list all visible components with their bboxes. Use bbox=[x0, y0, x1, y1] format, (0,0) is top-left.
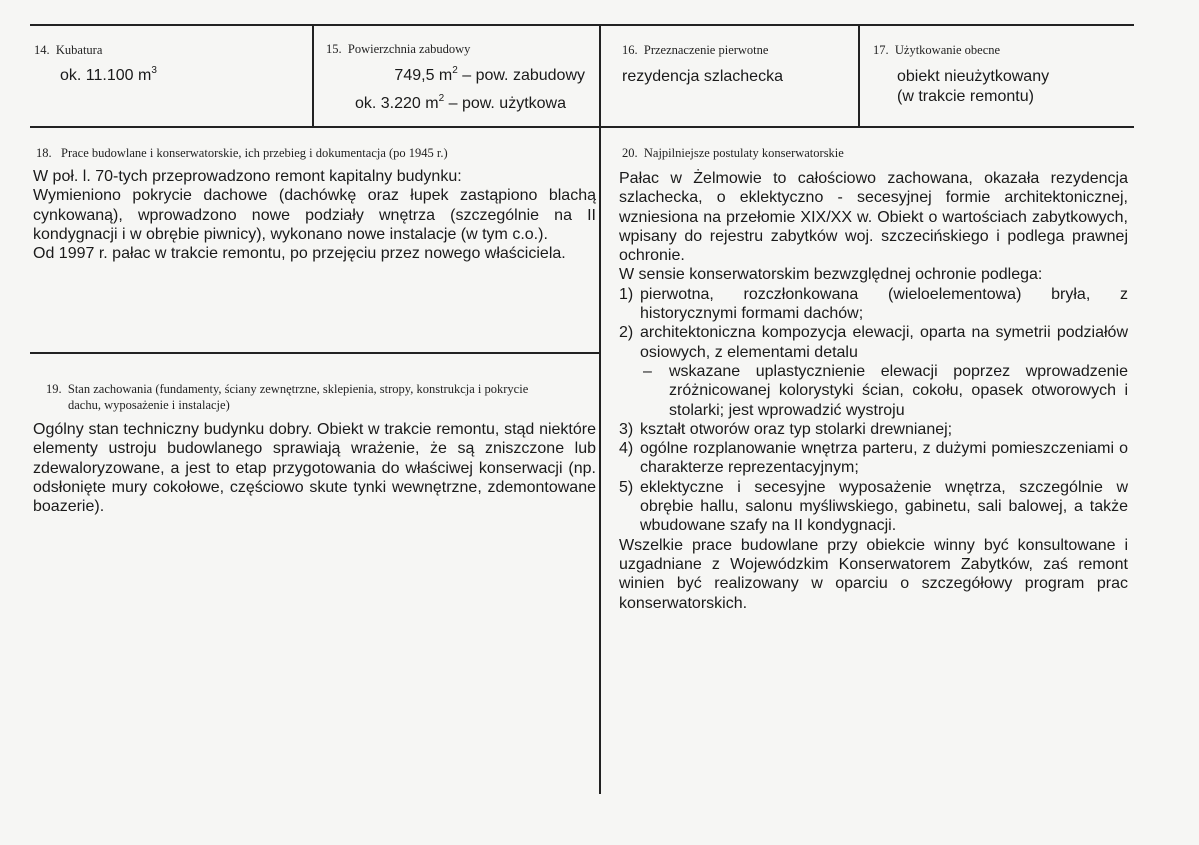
field-20-label bbox=[622, 146, 844, 161]
field-14-number: 14. bbox=[34, 43, 50, 57]
field-20-number: 20. bbox=[622, 146, 638, 160]
field-17-number: 17. bbox=[873, 43, 889, 57]
field-17-label bbox=[873, 43, 1000, 58]
field-15-title: Powierzchnia zabudowy bbox=[347, 42, 471, 56]
field-16-value: rezydencja szlachecka bbox=[622, 68, 783, 85]
field-20-title: Najpilniejsze postulaty konserwatorskie bbox=[643, 146, 844, 160]
list-item: 2) architektoniczna kompozycja elewacji, oparta na symetrii podziałów osiowych, z elementami detalu bbox=[619, 324, 1128, 361]
list-subitem: – wskazane uplastycznienie elewacji poprzez wprowadzenie zróżnicowanej kolorystyki ścian, cokołu, opasek otworowych i stolarki; jest wprowadzić wystroju bbox=[643, 362, 1128, 419]
divider-2 bbox=[599, 24, 601, 794]
field-20-protection: W sensie konserwatorskim bezwzględnej ochronie podlega: bbox=[619, 266, 1043, 284]
field-19-text: Ogólny stan techniczny budynku dobry. Obiekt w trakcie remontu, stąd niektóre elementy ustroju budowlanego sprawiają wrażenie, że są zniszczone lub zdewaloryzowane, a jest to etap przygotowania do właściwej konserwacji (np. odsłonięte mury cokołowe, częściowo skute tynki wewnętrzne, zdemontowane boazerie). bbox=[33, 421, 596, 516]
field-17-value-2: (w trakcie remontu) bbox=[897, 88, 1034, 105]
field-16-number: 16. bbox=[622, 43, 638, 57]
field-18-title: Prace budowlane i konserwatorskie, ich przebieg i dokumentacja (po 1945 r.) bbox=[61, 146, 448, 160]
field-15-number: 15. bbox=[326, 42, 342, 56]
field-16-label bbox=[622, 43, 768, 58]
field-20-intro: Pałac w Żelmowie to całościowo zachowana, okazała rezydencja szlachecka, o eklektyczno - secesyjnej formie architektonicznej, wzniesiona na przełomie XIX/XX w. Obiekt o wartościach zabytkowych, wpisany do rejestru zabytków woj. szczecińskiego i podlega prawnej ochronie. bbox=[619, 170, 1128, 265]
field-19-label bbox=[46, 381, 528, 413]
field-18-paragraph-1: W poł. l. 70-tych przeprowadzono remont kapitalny budynku: bbox=[33, 168, 462, 185]
field-20-text bbox=[619, 169, 1128, 613]
field-14-label bbox=[34, 43, 102, 58]
field-17-title: Użytkowanie obecne bbox=[894, 43, 1001, 57]
list-item: 1) pierwotna, rozczłonkowana (wieloelementowa) bryła, z historycznymi formami dachów; bbox=[619, 285, 1128, 323]
field-18-paragraph-2: Wymieniono pokrycie dachowe (dachówkę oraz łupek zastąpiono blachą cynkowaną), wprowadzono nowe podziały wnętrza (szczególnie na II kondygnacji i w obrębie piwnicy), wykonano nowe instalacje (w tym c.o.). bbox=[33, 187, 596, 243]
field-19-number: 19. bbox=[46, 382, 62, 396]
field-16-title: Przeznaczenie pierwotne bbox=[643, 43, 769, 57]
field-18-text bbox=[33, 167, 596, 263]
field-17-value-1: obiekt nieużytkowany bbox=[897, 68, 1050, 85]
field-15-label bbox=[326, 42, 470, 57]
field-15-value-2: ok. 3.220 $m^2$ – pow. użytkowa bbox=[354, 93, 566, 112]
field-19-title-2: dachu, wyposażenie i instalacje) bbox=[68, 398, 230, 412]
field-18-number: 18. bbox=[36, 146, 52, 160]
field-14-value: ok. 11.100 $m^3$ bbox=[60, 65, 157, 84]
list-item: 4) ogólne rozplanowanie wnętrza parteru, z dużymi pomieszczeniami o charakterze reprezentacyjnym; bbox=[619, 440, 1128, 477]
field-15-value-1: 749,5 $m^2$ – pow. zabudowy bbox=[394, 65, 585, 84]
row1-bottom-rule bbox=[30, 126, 1134, 128]
field-18-paragraph-3: Od 1997 r. pałac w trakcie remontu, po przejęciu przez nowego właściciela. bbox=[33, 245, 566, 263]
field-20-closing: Wszelkie prace budowlane przy obiekcie winny być konsultowane i uzgadniane z Wojewódzkim Konserwatorem Zabytków, zaś remont winien być realizowany w oparciu o szczegółowy program prac konserwatorskich. bbox=[619, 536, 1128, 612]
list-item: 5) eklektyczne i secesyjne wyposażenie wnętrza, szczególnie w obrębie hallu, salonu myśliwskiego, gabinetu, sali balowej, a także wbudowane szafy na II kondygnacji. bbox=[619, 478, 1128, 535]
field-19-title-1: Stan zachowania (fundamenty, ściany zewnętrzne, sklepienia, stropy, konstrukcja i pokrycie bbox=[67, 382, 529, 396]
divider-1 bbox=[312, 24, 314, 127]
top-rule bbox=[30, 24, 1134, 26]
field-14-title: Kubatura bbox=[55, 43, 103, 57]
list-item: 3) kształt otworów oraz typ stolarki drewnianej; bbox=[619, 420, 953, 438]
field-18-label bbox=[36, 146, 448, 161]
divider-3 bbox=[858, 24, 860, 127]
mid-left-rule bbox=[30, 352, 600, 354]
